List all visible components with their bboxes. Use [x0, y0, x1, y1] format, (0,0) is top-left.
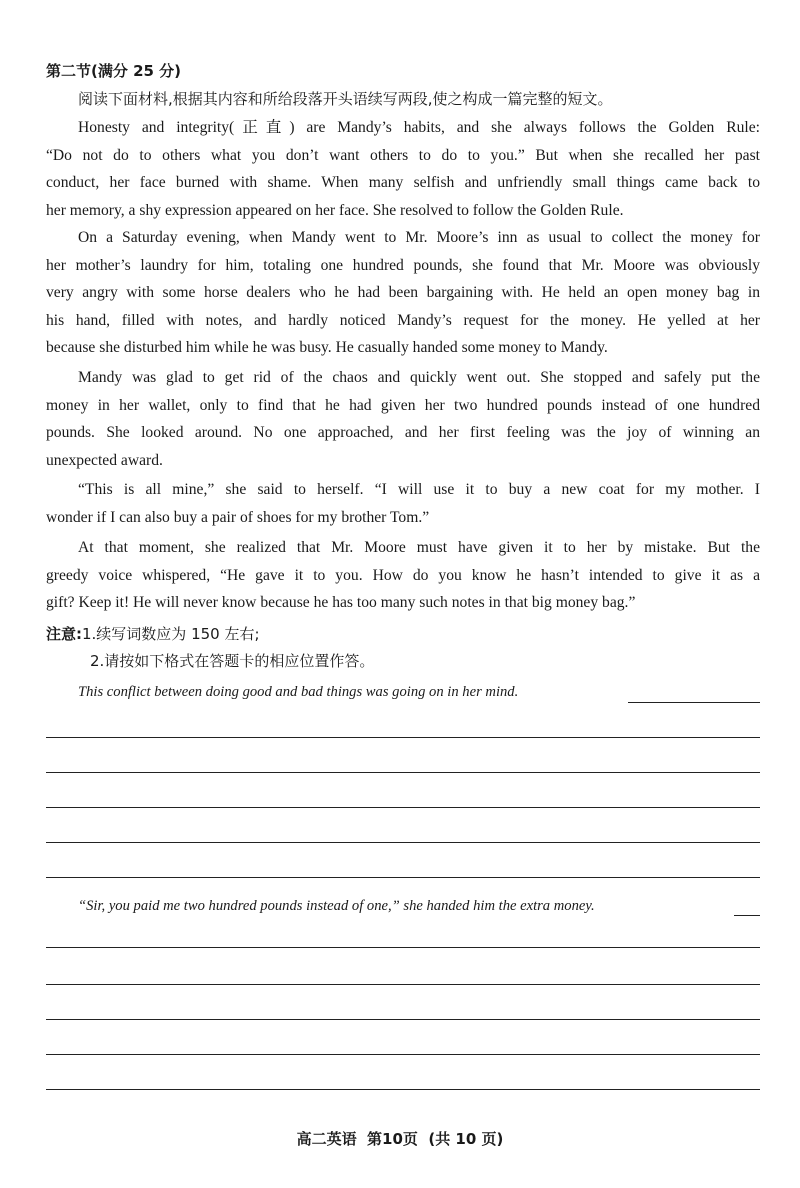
answer-line	[46, 842, 760, 843]
answer-line	[46, 737, 760, 738]
paragraph	[46, 476, 760, 531]
paragraph-line: unexpected award.	[46, 451, 163, 469]
answer-line	[46, 984, 760, 985]
paragraph-line: greedy voice whispered, “He gave it to you. How do you know he hasn’t intended to give it as a	[46, 566, 760, 584]
paragraph-line: conduct, her face burned with shame. When many selfish and unfriendly small things came back to	[46, 174, 760, 192]
paragraph-line: gift? Keep it! He will never know because he has too many such notes in that big money bag.”	[46, 594, 636, 612]
notes-label: 注意:	[46, 625, 82, 643]
prompt-1: This conflict between doing good and bad things was going on in her mind.	[78, 684, 519, 700]
instruction: 阅读下面材料,根据其内容和所给段落开头语续写两段,使之构成一篇完整的短文。	[78, 90, 613, 108]
paragraph-line: money in her wallet, only to find that he had given her two hundred pounds instead of one hundred	[46, 396, 760, 414]
paragraph-line: “This is all mine,” she said to herself. “I will use it to buy a new coat for my mother. I	[78, 481, 760, 498]
paragraph-line: her mother’s laundry for him, totaling one hundred pounds, she found that Mr. Moore was obviously	[46, 256, 760, 274]
answer-line	[734, 915, 760, 916]
paragraph-line: At that moment, she realized that Mr. Moore must have given it to her by mistake. But the	[78, 539, 760, 556]
note-item-2: 2.请按如下格式在答题卡的相应位置作答。	[90, 651, 375, 670]
answer-line	[46, 807, 760, 808]
note-item-1: 1.续写词数应为 150 左右;	[82, 625, 260, 643]
answer-line	[46, 1089, 760, 1090]
answer-line	[46, 772, 760, 773]
section-title: 第二节(满分 25 分)	[46, 62, 182, 80]
paragraph	[46, 114, 760, 224]
paragraph-line: very angry with some horse dealers who he had been bargaining with. He held an open money bag in	[46, 284, 760, 302]
paragraph	[46, 224, 760, 362]
paragraph-line: pounds. She looked around. No one approached, and her first feeling was the joy of winning an	[46, 424, 760, 442]
answer-line	[46, 1019, 760, 1020]
answer-line	[628, 702, 760, 703]
notes	[46, 621, 760, 674]
paragraph-line: Honesty and integrity(正直) are Mandy’s habits, and she always follows the Golden Rule:	[78, 119, 760, 136]
paragraph-line: his hand, filled with notes, and hardly noticed Mandy’s request for the money. He yelled at her	[46, 311, 760, 329]
paragraph-line: her memory, a shy expression appeared on her face. She resolved to follow the Golden Rule.	[46, 201, 624, 219]
answer-line	[46, 947, 760, 948]
answer-line	[46, 877, 760, 878]
paragraph-line: wonder if I can also buy a pair of shoes for my brother Tom.”	[46, 508, 430, 526]
paragraph	[46, 534, 760, 617]
page-footer: 高二英语 第10页 (共 10 页)	[296, 1130, 504, 1148]
paragraph-line: On a Saturday evening, when Mandy went to Mr. Moore’s inn as usual to collect the money for	[78, 229, 760, 246]
prompt-2: “Sir, you paid me two hundred pounds instead of one,” she handed him the extra money.	[78, 898, 595, 914]
answer-line	[46, 1054, 760, 1055]
paragraph-line: because she disturbed him while he was busy. He casually handed some money to Mandy.	[46, 339, 608, 357]
paragraph-line: Mandy was glad to get rid of the chaos and quickly went out. She stopped and safely put the	[78, 369, 760, 386]
paragraph	[46, 364, 760, 474]
paragraph-line: “Do not do to others what you don’t want others to do to you.” But when she recalled her past	[46, 146, 760, 164]
